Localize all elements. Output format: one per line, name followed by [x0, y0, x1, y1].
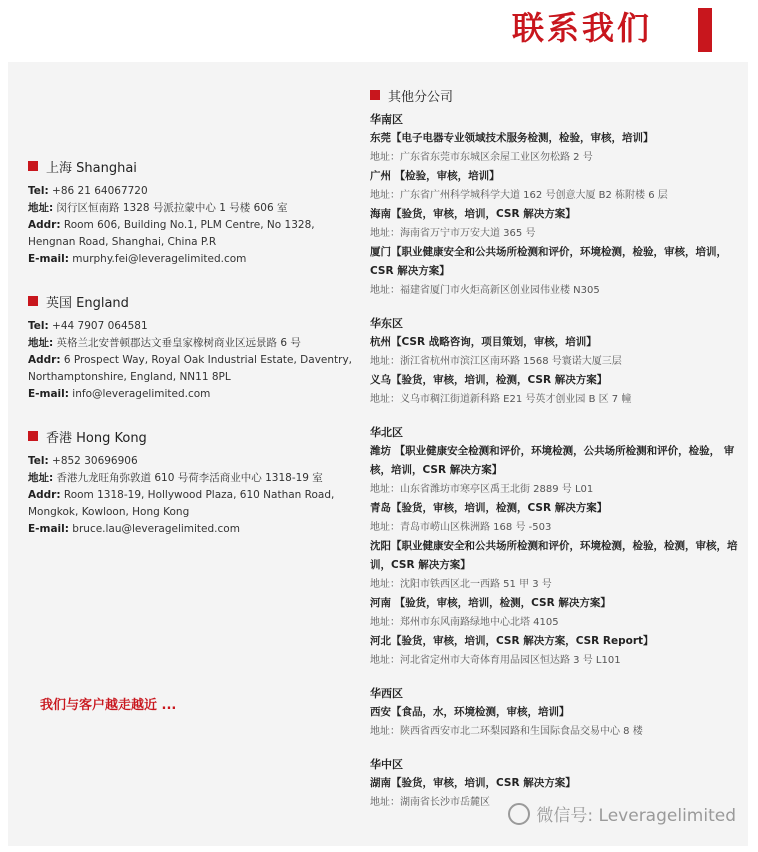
branch-services: 海南【验货，审核，培训，CSR 解决方案】 — [370, 208, 576, 220]
head-offices-column — [28, 155, 358, 560]
detail-key: Addr: — [28, 489, 61, 501]
office-detail-line — [28, 251, 358, 268]
branch-services: 西安【食品，水，环境检测，审核，培训】 — [370, 706, 570, 718]
watermark-text: 微信号: Leveragelimited — [536, 806, 736, 826]
office-detail-line — [28, 183, 358, 200]
detail-value: 香港九龙旺角弥敦道 610 号荷李活商业中心 1318-19 室 — [53, 472, 323, 484]
detail-value: Room 606, Building No.1, PLM Centre, No 1328, Hengnan Road, Shanghai, China P.R — [28, 219, 315, 248]
detail-value: Room 1318-19, Hollywood Plaza, 610 Nathan Road, Mongkok, Kowloon, Hong Kong — [28, 489, 335, 518]
red-square-icon — [28, 431, 38, 441]
branch-address: 地址：山东省潍坊市寒亭区禹王北街 2889 号 L01 — [370, 484, 594, 495]
branch-services: 河南 【验货，审核，培训，检测，CSR 解决方案】 — [370, 597, 611, 609]
red-square-icon — [28, 296, 38, 306]
wechat-watermark — [508, 801, 736, 826]
detail-value: 闵行区恒南路 1328 号派拉蒙中心 1 号楼 606 室 — [53, 202, 288, 214]
detail-value: 6 Prospect Way, Royal Oak Industrial Estate, Daventry, Northamptonshire, England, NN11 8PL — [28, 354, 353, 383]
branch-address: 地址：福建省厦门市火炬高新区创业园伟业楼 N305 — [370, 285, 600, 296]
detail-key: Tel: — [28, 455, 49, 467]
branch-address: 地址：义乌市稠江街道新科路 E21 号英才创业园 B 区 7 幢 — [370, 394, 632, 405]
detail-value: murphy.fei@leveragelimited.com — [68, 253, 247, 265]
office-detail-line — [28, 335, 358, 352]
branch-services: 沈阳【职业健康安全和公共场所检测和评价，环境检测，检验，检测，审核，培训，CSR 解决方案】 — [370, 540, 738, 571]
wechat-icon — [508, 803, 530, 825]
red-square-icon — [370, 90, 380, 100]
detail-value: +44 7907 064581 — [48, 320, 148, 332]
branch-address: 地址：海南省万宁市万安大道 365 号 — [370, 228, 536, 239]
office-heading-text: 香港 Hong Kong — [46, 430, 147, 446]
region-name: 华北区 — [370, 426, 403, 439]
office-block — [28, 290, 358, 403]
detail-value: 英格兰北安普顿郡达文垂皇家橡树商业区远景路 6 号 — [53, 337, 301, 349]
region-name: 华中区 — [370, 758, 403, 771]
slogan: 我们与客户越走越近 ... — [40, 698, 177, 713]
branch-address: 地址：河北省定州市大奇体育用品园区恒达路 3 号 L101 — [370, 655, 621, 666]
detail-value: +852 30696906 — [48, 455, 138, 467]
office-detail-line — [28, 386, 358, 403]
branch-address: 地址：陕西省西安市北二环梨园路和生国际食品交易中心 8 楼 — [370, 726, 643, 737]
office-heading — [28, 155, 358, 177]
detail-key: Tel: — [28, 320, 49, 332]
office-detail-line — [28, 318, 358, 335]
office-detail-line — [28, 453, 358, 470]
branch-services: 河北【验货，审核，培训，CSR 解决方案，CSR Report】 — [370, 635, 654, 647]
red-square-icon — [28, 161, 38, 171]
branch-services: 潍坊 【职业健康安全检测和评价，环境检测，公共场所检测和评价，检验， 审核，培训，CSR 解决方案】 — [370, 445, 735, 476]
branch-address: 地址：广东省东莞市东城区余屋工业区勿松路 2 号 — [370, 152, 593, 163]
branch-address: 地址：沈阳市铁西区北一西路 51 甲 3 号 — [370, 579, 552, 590]
detail-value: bruce.lau@leveragelimited.com — [68, 523, 240, 535]
branches-column — [370, 84, 740, 826]
region-block — [370, 314, 740, 409]
detail-key: E-mail: — [28, 253, 69, 265]
regions-list — [370, 110, 740, 812]
branches-heading-text: 其他分公司 — [388, 89, 454, 105]
branches-heading — [370, 84, 740, 106]
region-block — [370, 110, 740, 300]
detail-key: 地址: — [28, 472, 54, 484]
branch-services: 湖南【验货，审核，培训，CSR 解决方案】 — [370, 777, 576, 789]
branch-services: 义乌【验货，审核，培训，检测，CSR 解决方案】 — [370, 374, 608, 386]
office-detail-line — [28, 470, 358, 487]
office-heading-text: 英国 England — [46, 295, 129, 311]
branch-address: 地址：广东省广州科学城科学大道 162 号创意大厦 B2 栋附楼 6 层 — [370, 190, 668, 201]
region-block — [370, 684, 740, 741]
office-block — [28, 425, 358, 538]
branch-address: 地址：浙江省杭州市滨江区南环路 1568 号寰诺大厦三层 — [370, 356, 622, 367]
branch-services: 厦门【职业健康安全和公共场所检测和评价，环境检测，检验，审核，培训，CSR 解决方案】 — [370, 246, 727, 277]
detail-key: Addr: — [28, 219, 61, 231]
office-heading-text: 上海 Shanghai — [46, 160, 137, 176]
branch-address: 地址：青岛市崂山区株洲路 168 号 -503 — [370, 522, 552, 533]
page-title: 联系我们 — [512, 9, 653, 47]
detail-key: Addr: — [28, 354, 61, 366]
branch-services: 杭州【CSR 战略咨询，项目策划，审核，培训】 — [370, 336, 597, 348]
branch-services: 青岛【验货，审核，培训，检测，CSR 解决方案】 — [370, 502, 608, 514]
branch-address: 地址：湖南省长沙市岳麓区 — [370, 797, 490, 808]
office-detail-line — [28, 487, 358, 521]
office-heading — [28, 290, 358, 312]
office-detail-line — [28, 521, 358, 538]
office-heading — [28, 425, 358, 447]
office-block — [28, 155, 358, 268]
office-detail-line — [28, 200, 358, 217]
region-name: 华东区 — [370, 317, 403, 330]
detail-key: E-mail: — [28, 523, 69, 535]
branch-services: 东莞【电子电器专业领域技术服务检测，检验，审核，培训】 — [370, 132, 654, 144]
detail-value: info@leveragelimited.com — [68, 388, 211, 400]
detail-key: Tel: — [28, 185, 49, 197]
office-detail-line — [28, 217, 358, 251]
region-block — [370, 423, 740, 670]
detail-key: 地址: — [28, 202, 54, 214]
branch-address: 地址：郑州市东风南路绿地中心北塔 4105 — [370, 617, 559, 628]
detail-value: +86 21 64067720 — [48, 185, 148, 197]
detail-key: E-mail: — [28, 388, 69, 400]
title-accent-bar — [698, 8, 712, 52]
branch-services: 广州 【检验，审核，培训】 — [370, 170, 500, 182]
detail-key: 地址: — [28, 337, 54, 349]
region-name: 华西区 — [370, 687, 403, 700]
office-detail-line — [28, 352, 358, 386]
region-name: 华南区 — [370, 113, 403, 126]
